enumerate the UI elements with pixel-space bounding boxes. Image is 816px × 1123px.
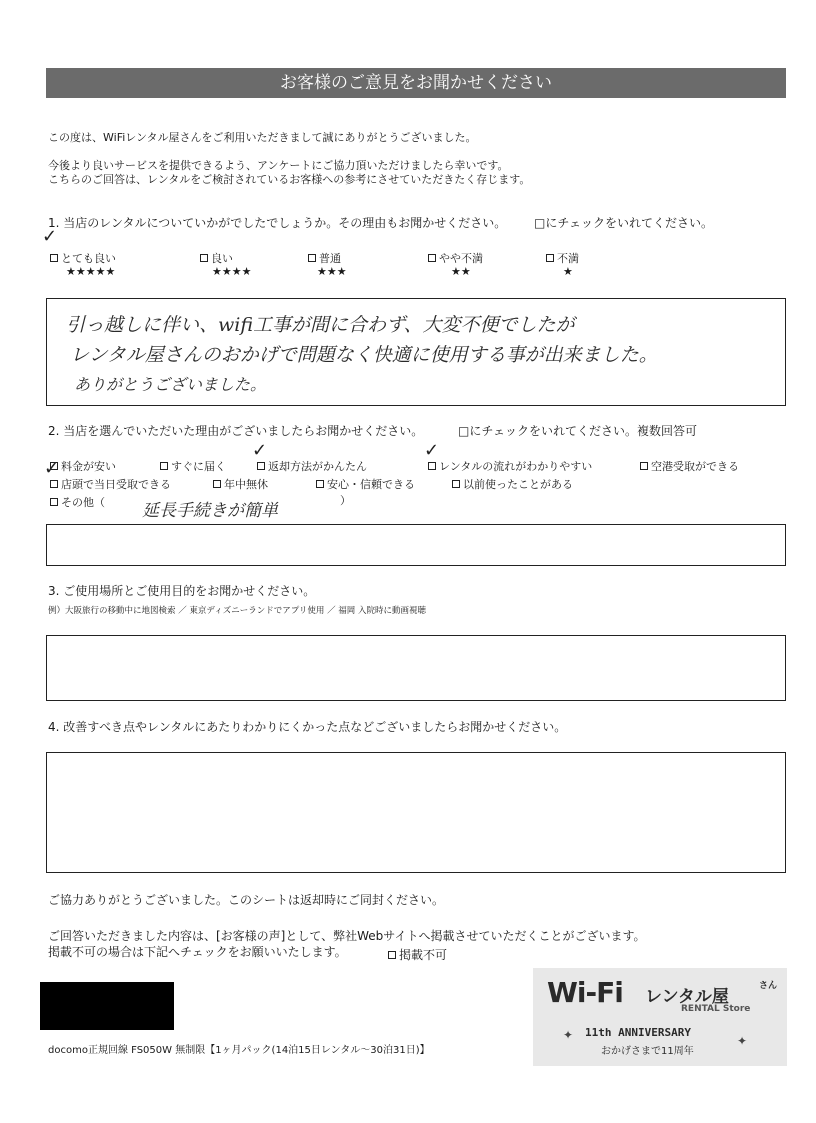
reason-option[interactable]: 空港受取ができる [640,458,739,474]
intro-line: この度は、WiFiレンタル屋さんをご利用いただきまして誠にありがとうございました。 [48,131,477,144]
redacted-block [40,982,174,1030]
handwritten-answer: 延長手続きが簡単 [142,501,278,521]
reason-option[interactable]: すぐに届く [160,458,226,474]
handwritten-answer: 引っ越しに伴い、wifi工事が間に合わず、大変不便でしたが [66,314,575,336]
rating-stars: ★ [563,265,573,278]
question-3: 3. ご使用場所とご使用目的をお聞かせください。 [48,584,316,598]
checkbox-icon[interactable] [640,462,648,470]
reason-option[interactable]: 返却方法がかんたん [257,458,367,474]
rating-option[interactable]: 普通 [308,250,341,266]
logo-anniversary: 11th ANNIVERSARY [585,1026,691,1039]
reason-option-other[interactable]: その他（ [50,494,105,510]
publish-notice: 掲載不可の場合は下記へチェックをお願いいたします。 [48,945,347,959]
checkmark-icon: ✓ [252,440,268,461]
rating-option[interactable]: とても良い [50,250,116,266]
question-4: 4. 改善すべき点やレンタルにあたりわかりにくかった点などございましたらお聞かせください。 [48,720,567,734]
sparkle-icon: ✦ [563,1028,574,1042]
plan-info: docomo正規回線 FS050W 無制限【1ヶ月パック(14泊15日レンタル～30泊31日)】 [48,1045,430,1056]
no-publish-option[interactable]: 掲載不可 [388,946,447,963]
reason-option[interactable]: 年中無休 [213,476,268,492]
answer-box-3[interactable] [46,635,786,701]
page-title: お客様のご意見をお聞かせください [46,68,786,98]
checkbox-icon[interactable] [50,480,58,488]
handwritten-answer: レンタル屋さんのおかげで問題なく快適に使用する事が出来ました。 [70,344,658,366]
rating-stars: ★★★★ [212,265,252,278]
sparkle-icon: ✦ [737,1034,748,1048]
logo-thanks: おかげさまで11周年 [601,1046,694,1057]
intro-line: こちらのご回答は、レンタルをご検討されているお客様への参考にさせていただきたく存じます。 [48,173,531,186]
checkbox-icon[interactable] [388,951,396,959]
checkbox-icon[interactable] [257,462,265,470]
intro-line: 今後より良いサービスを提供できるよう、アンケートにご協力頂いただけましたら幸いです。 [48,159,509,172]
reason-option[interactable]: 店頭で当日受取できる [50,476,171,492]
question-3-example: 例）大阪旅行の移動中に地図検索 ／ 東京ディズニーランドでアプリ使用 ／ 福岡 入院時に動画視聴 [48,606,426,616]
checkbox-icon[interactable] [546,254,554,262]
rating-stars: ★★★★★ [66,265,116,278]
checkmark-icon: ✓ [424,440,440,461]
checkbox-icon[interactable] [452,480,460,488]
checkbox-icon[interactable] [200,254,208,262]
rating-stars: ★★ [451,265,471,278]
rating-option[interactable]: やや不満 [428,250,483,266]
checkbox-icon[interactable] [316,480,324,488]
rating-stars: ★★★ [317,265,347,278]
question-1-hint: □にチェックをいれてください。 [534,216,713,230]
answer-box-2[interactable] [46,524,786,566]
reason-option[interactable]: レンタルの流れがわかりやすい [428,458,592,474]
checkbox-icon[interactable] [50,498,58,506]
reason-option[interactable]: 安心・信頼できる [316,476,415,492]
checkbox-icon[interactable] [308,254,316,262]
handwritten-answer: ありがとうございました。 [74,375,267,394]
logo-san: さん [759,981,778,991]
checkbox-icon[interactable] [50,254,58,262]
checkmark-icon: ✓ [44,458,60,479]
question-2: 2. 当店を選んでいただいた理由がございましたらお聞かせください。 [48,424,424,438]
logo-name: レンタル屋 [645,987,729,1007]
brand-logo [533,968,787,1066]
other-close-paren: ） [340,494,351,507]
logo-sub: RENTAL Store [681,1004,751,1014]
thanks-text: ご協力ありがとうございました。このシートは返却時にご同封ください。 [48,893,445,907]
publish-notice: ご回答いただきました内容は、[お客様の声]として、弊社Webサイトへ掲載させていただくことがございます。 [48,929,646,943]
reason-option[interactable]: 以前使ったことがある [452,476,573,492]
checkbox-icon[interactable] [428,254,436,262]
checkmark-icon: ✓ [42,226,58,247]
rating-option[interactable]: 良い [200,250,233,266]
checkbox-icon[interactable] [428,462,436,470]
question-1: 1. 当店のレンタルについていかがでしたでしょうか。その理由もお聞かせください。 [48,216,507,230]
rating-option[interactable]: 不満 [546,250,579,266]
reason-option[interactable]: 料金が安い [50,458,116,474]
logo-brand: Wi-Fi [547,976,623,1009]
question-2-hint: □にチェックをいれてください。複数回答可 [458,424,697,438]
answer-box-4[interactable] [46,752,786,873]
checkbox-icon[interactable] [160,462,168,470]
checkbox-icon[interactable] [213,480,221,488]
